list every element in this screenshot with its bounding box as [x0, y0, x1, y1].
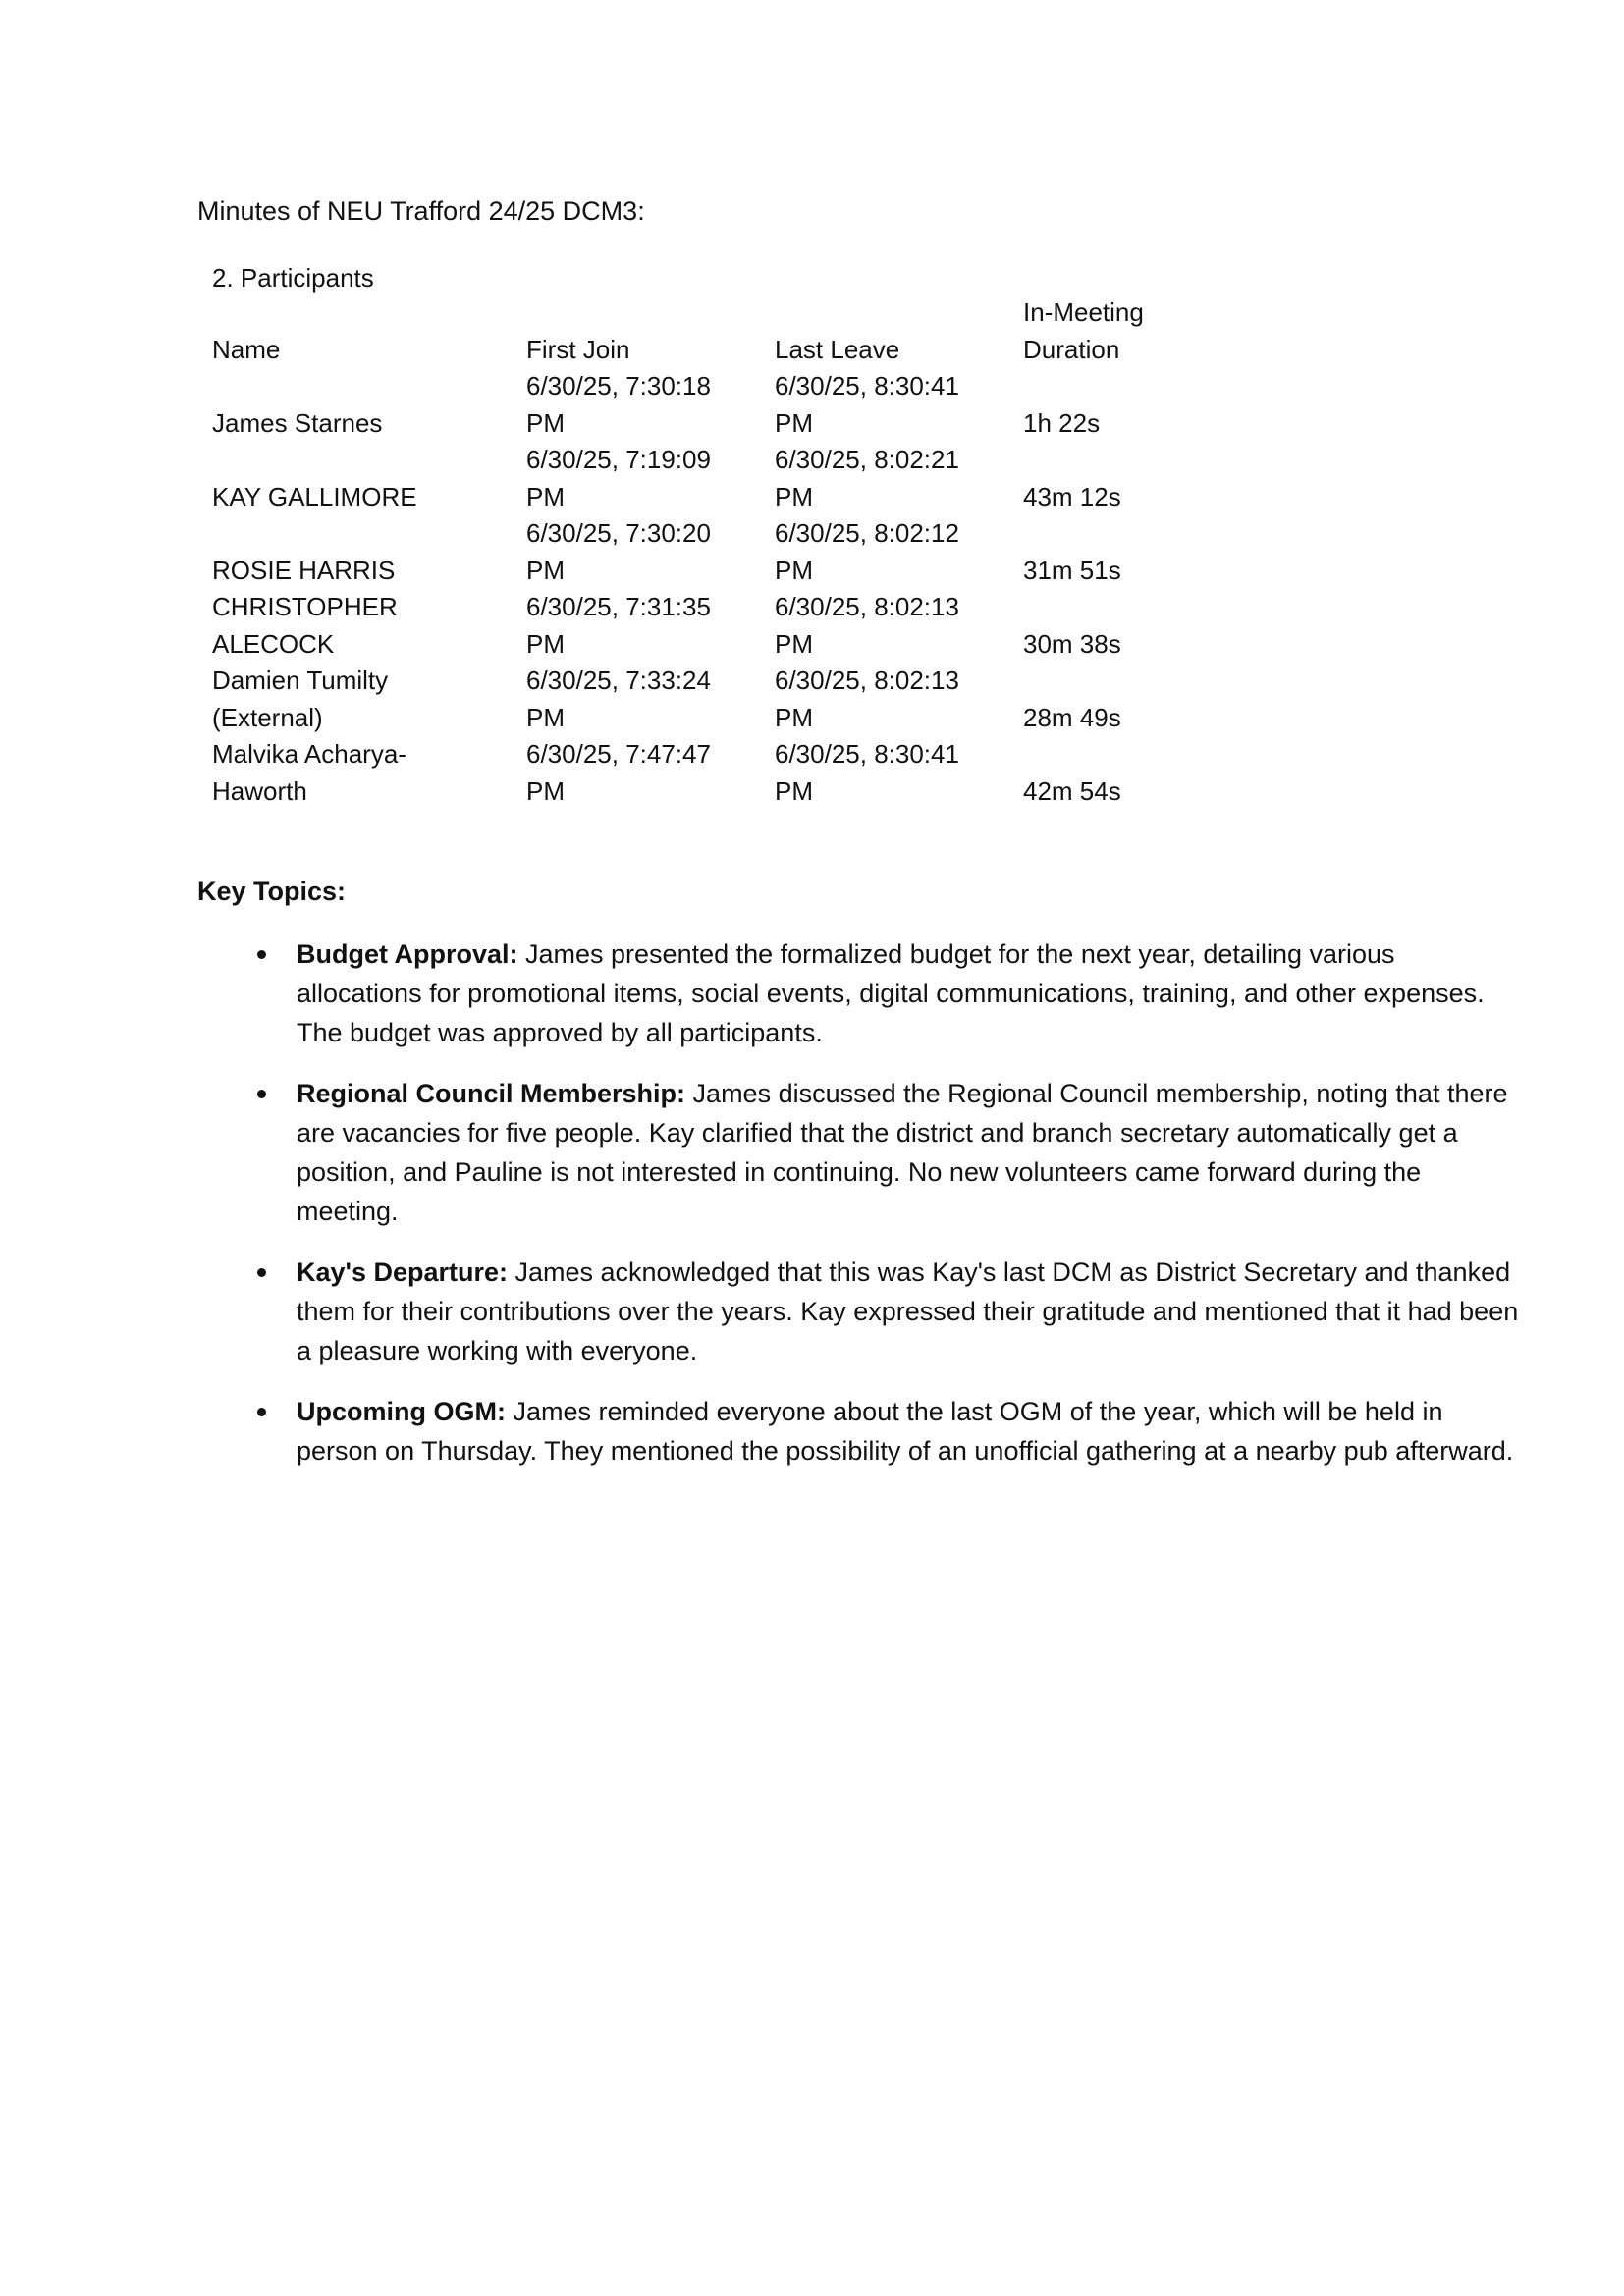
- key-topics-heading: Key Topics:: [197, 877, 347, 906]
- topic-text: James acknowledged that this was Kay's last DCM as District Secretary and thanked them for their contributions over the years. Kay expressed their gratitude and mentioned that it had been a pleasure working with everyone.: [297, 1257, 1519, 1365]
- cell-last-leave: 6/30/25, 8:02:12 PM: [775, 518, 959, 585]
- topic-title: Kay's Departure:: [297, 1257, 508, 1287]
- header-name: Name: [212, 334, 281, 364]
- cell-last-leave: 6/30/25, 8:02:13 PM: [775, 666, 959, 732]
- table-row: [212, 736, 1180, 810]
- cell-first-join: 6/30/25, 7:47:47 PM: [526, 739, 711, 806]
- cell-name: Malvika Acharya-Haworth: [212, 739, 406, 806]
- list-item: [297, 934, 1524, 1052]
- cell-name: KAY GALLIMORE: [212, 481, 417, 511]
- cell-first-join: 6/30/25, 7:19:09 PM: [526, 445, 711, 511]
- cell-name: CHRISTOPHER ALECOCK: [212, 592, 398, 659]
- header-last-leave: Last Leave: [775, 334, 900, 364]
- list-item: [297, 1392, 1524, 1470]
- cell-first-join: 6/30/25, 7:33:24 PM: [526, 666, 711, 732]
- cell-duration: 43m 12s: [1023, 481, 1121, 511]
- document-title: Minutes of NEU Trafford 24/25 DCM3:: [197, 196, 645, 226]
- table-row: [212, 515, 1180, 589]
- key-topics-list: [197, 934, 1524, 1492]
- cell-first-join: 6/30/25, 7:30:20 PM: [526, 518, 711, 585]
- table-row: [212, 663, 1180, 736]
- header-duration: In-Meeting Duration: [1023, 297, 1144, 364]
- cell-last-leave: 6/30/25, 8:30:41 PM: [775, 739, 959, 806]
- table-row: [212, 368, 1180, 442]
- cell-last-leave: 6/30/25, 8:02:13 PM: [775, 592, 959, 659]
- cell-duration: 42m 54s: [1023, 775, 1121, 806]
- cell-first-join: 6/30/25, 7:31:35 PM: [526, 592, 711, 659]
- topic-text: James reminded everyone about the last OGM of the year, which will be held in person on Thursday. They mentioned the possibility of an unofficial gathering at a nearby pub afterward.: [297, 1397, 1514, 1466]
- topic-title: Budget Approval:: [297, 939, 518, 969]
- list-item: [297, 1074, 1524, 1231]
- list-item: [297, 1253, 1524, 1370]
- cell-last-leave: 6/30/25, 8:30:41 PM: [775, 371, 959, 438]
- table-row: [212, 442, 1180, 515]
- section-heading: 2. Participants: [212, 263, 374, 293]
- participants-table: [212, 294, 1180, 810]
- cell-name: ROSIE HARRIS: [212, 555, 396, 585]
- cell-duration: 1h 22s: [1023, 407, 1101, 438]
- topic-text: James presented the formalized budget for the next year, detailing various allocations for promotional items, social events, digital communications, training, and other expenses. The budget was approved by all participants.: [297, 939, 1485, 1047]
- cell-first-join: 6/30/25, 7:30:18 PM: [526, 371, 711, 438]
- cell-last-leave: 6/30/25, 8:02:21 PM: [775, 445, 959, 511]
- cell-name: James Starnes: [212, 407, 383, 438]
- topic-title: Regional Council Membership:: [297, 1079, 686, 1108]
- cell-duration: 31m 51s: [1023, 555, 1121, 585]
- cell-duration: 28m 49s: [1023, 702, 1121, 732]
- cell-duration: 30m 38s: [1023, 628, 1121, 659]
- header-first-join: First Join: [526, 334, 630, 364]
- table-header-row: [212, 294, 1180, 368]
- cell-name: Damien Tumilty (External): [212, 666, 389, 732]
- topic-text: James discussed the Regional Council membership, noting that there are vacancies for five people. Kay clarified that the district and branch secretary automatically get a position, and Pauline is not interested in continuing. No new volunteers came forward during the meeting.: [297, 1079, 1508, 1226]
- topic-title: Upcoming OGM:: [297, 1397, 506, 1426]
- table-row: [212, 589, 1180, 663]
